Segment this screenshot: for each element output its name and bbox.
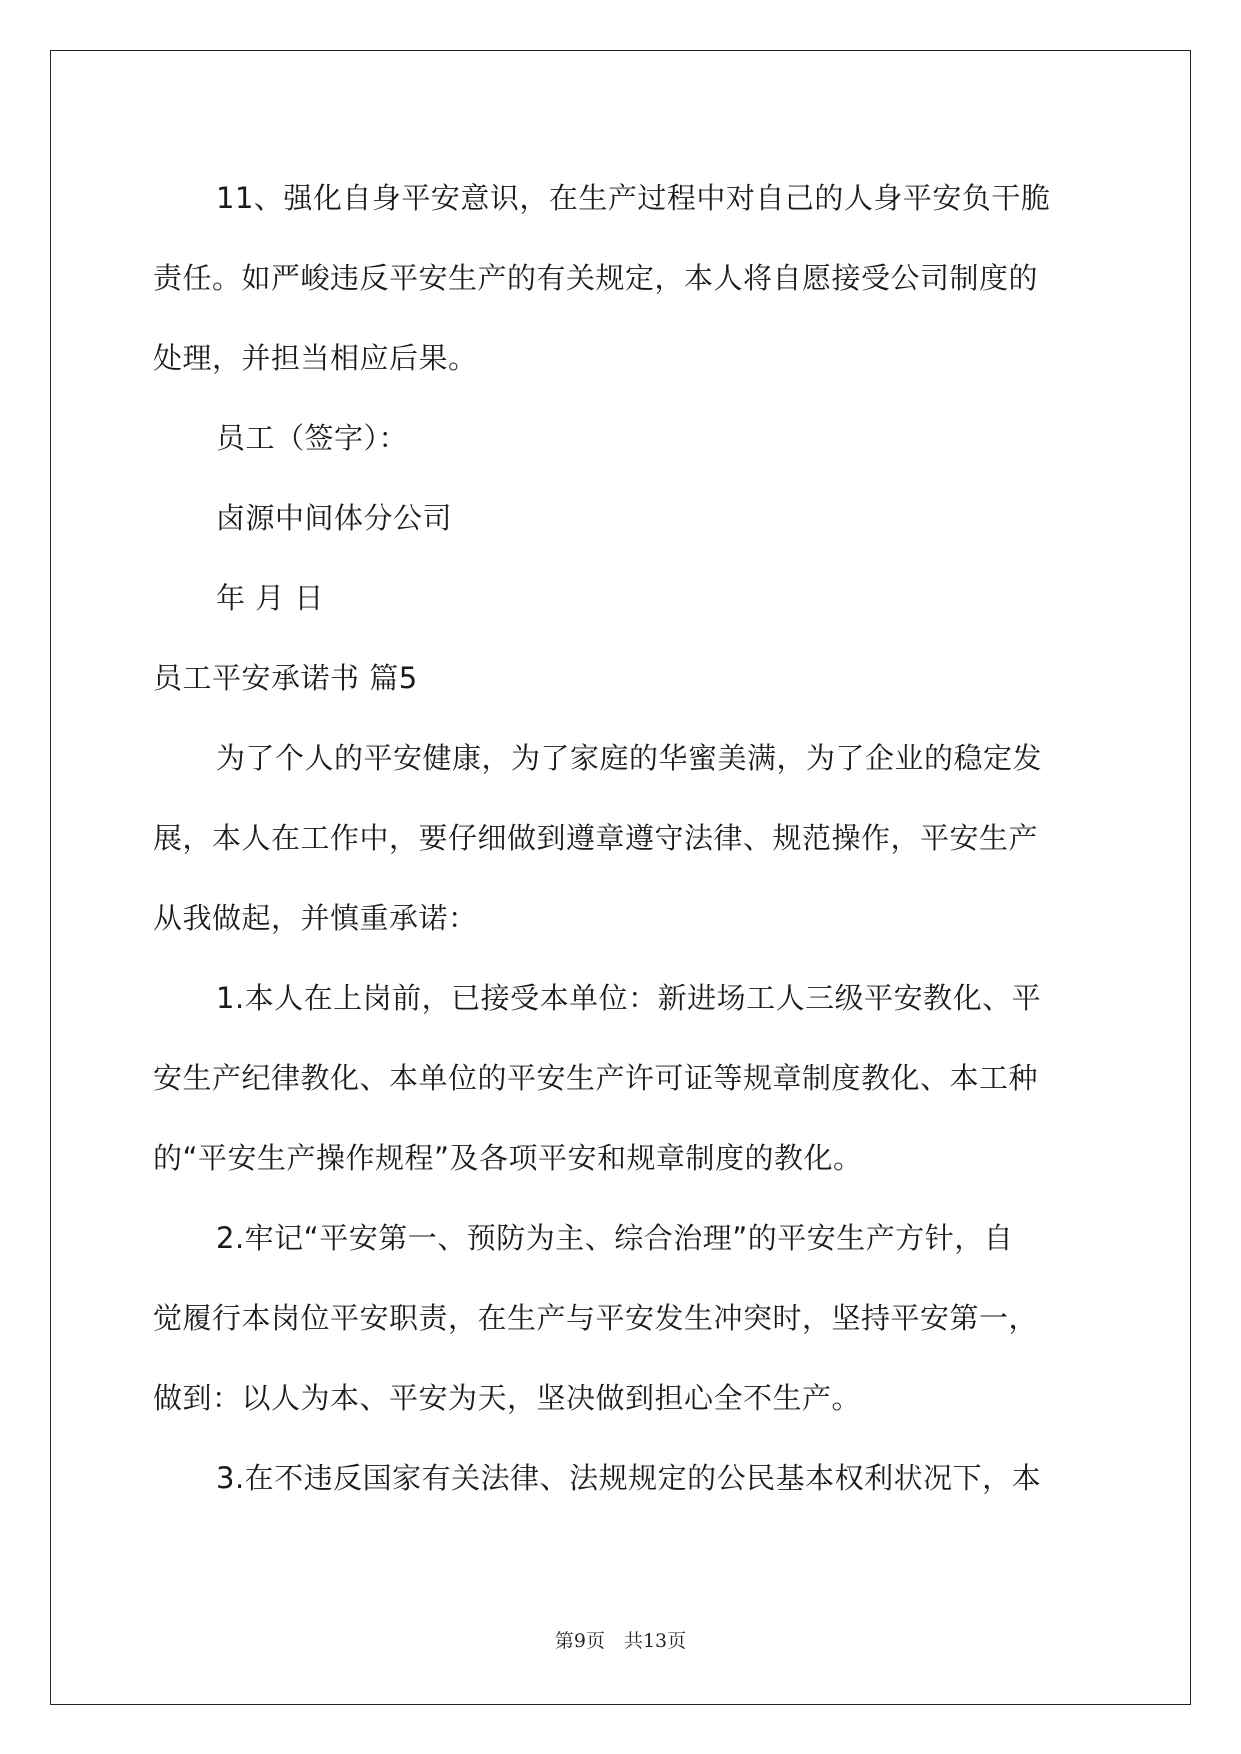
- date-line: 年 月 日: [216, 581, 324, 615]
- paragraph-line: 处理，并担当相应后果。: [153, 341, 478, 375]
- section-heading: 员工平安承诺书 篇5: [153, 661, 418, 695]
- paragraph-line: 1.本人在上岗前，已接受本单位：新进场工人三级平安教化、平: [216, 981, 1042, 1015]
- signature-label: 员工（签字）：: [216, 421, 409, 455]
- paragraph-line: 11、强化自身平安意识，在生产过程中对自己的人身平安负干脆: [216, 181, 1051, 215]
- paragraph-line: 展，本人在工作中，要仔细做到遵章遵守法律、规范操作，平安生产: [153, 821, 1039, 855]
- page-number-footer: 第9页 共13页: [554, 1630, 687, 1652]
- document-body: [153, 158, 1088, 1518]
- paragraph-line: 从我做起，并慎重承诺：: [153, 901, 478, 935]
- paragraph-line: 2.牢记“平安第一、预防为主、综合治理”的平安生产方针，自: [216, 1221, 1014, 1255]
- paragraph-line: 安生产纪律教化、本单位的平安生产许可证等规章制度教化、本工种: [153, 1061, 1039, 1095]
- company-name: 卤源中间体分公司: [216, 501, 453, 535]
- paragraph-line: 为了个人的平安健康，为了家庭的华蜜美满，为了企业的稳定发: [216, 741, 1043, 775]
- paragraph-line: 做到：以人为本、平安为天，坚决做到担心全不生产。: [153, 1381, 862, 1415]
- paragraph-line: 3.在不违反国家有关法律、法规规定的公民基本权利状况下，本: [216, 1461, 1042, 1495]
- paragraph-line: 责任。如严峻违反平安生产的有关规定，本人将自愿接受公司制度的: [153, 261, 1039, 295]
- paragraph-line: 的“平安生产操作规程”及各项平安和规章制度的教化。: [153, 1141, 863, 1175]
- paragraph-line: 觉履行本岗位平安职责，在生产与平安发生冲突时，坚持平安第一，: [153, 1301, 1039, 1335]
